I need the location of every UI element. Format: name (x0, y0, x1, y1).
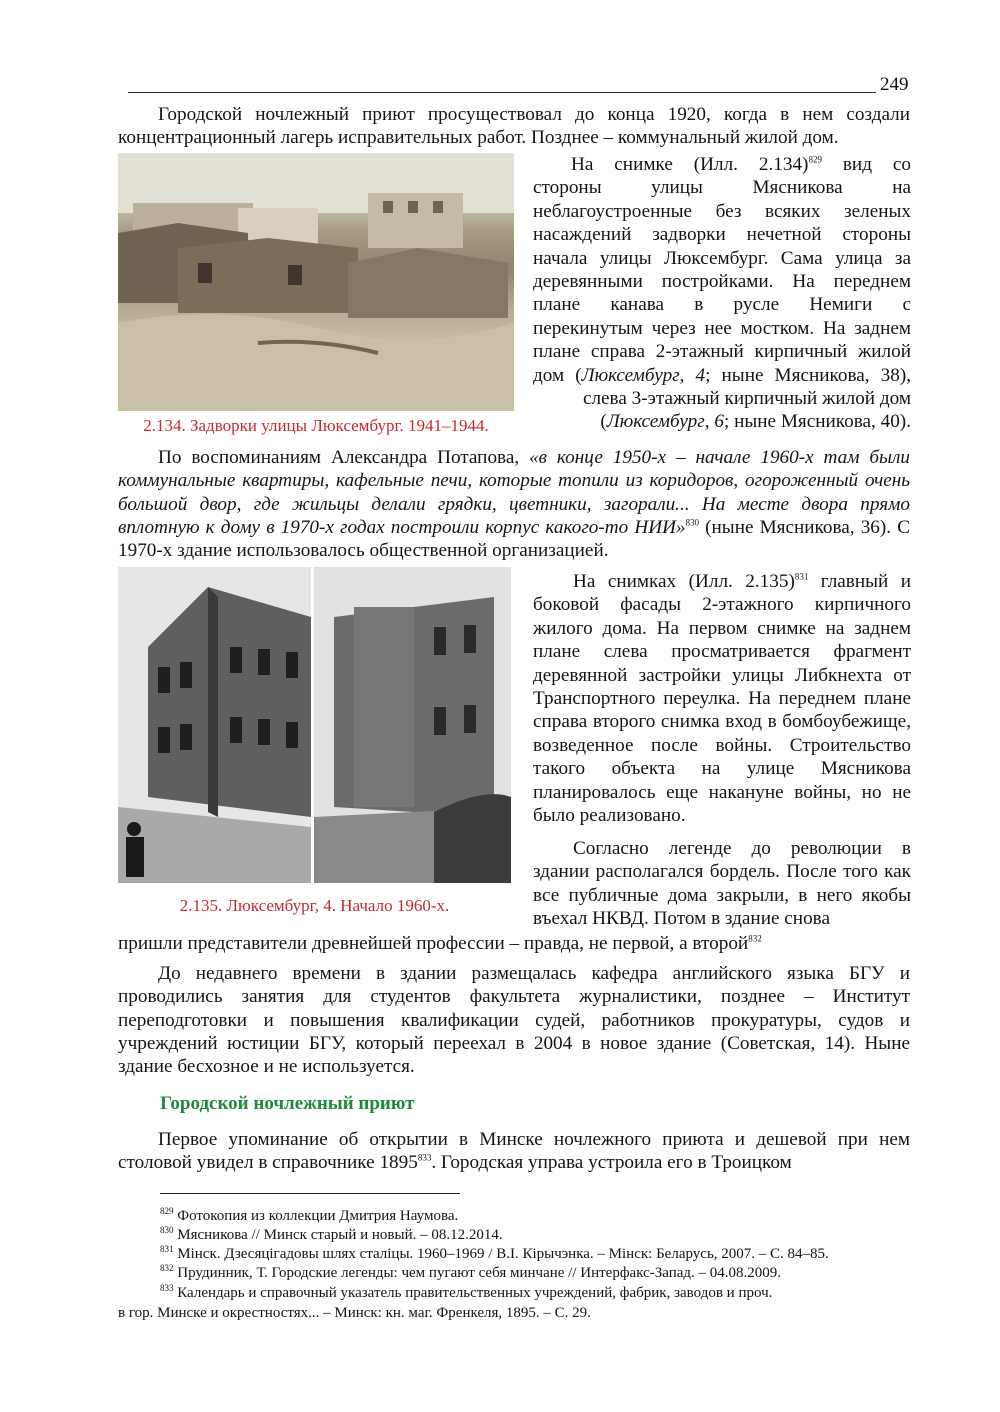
text-line: неблагоустроенные без всяких зеленых (533, 200, 911, 222)
footnote-ref[interactable]: 830 (685, 517, 700, 528)
footnote: $^{831}$ Мінск. Дзесяцігадовы шлях сталіцы. 1960–1969 / В.І. Кірычэнка. – Мінск: Беларусь, 2007. – С. 84–85. (160, 1244, 829, 1262)
footnote: $^{829}$ Фотокопия из коллекции Дмитрия Наумова. (160, 1206, 459, 1224)
text-line: стороны улицы Мясникова на (533, 177, 911, 199)
footnote-ref[interactable]: 832 (748, 933, 762, 944)
paragraph-shelter: Первое упоминание об открытии в Минске ночлежного приюта и дешевой при нем столовой увидел в справочнике 1895$^{833}$. Городская управа устроила его в Троицком (118, 1129, 910, 1174)
text-line: плане канава в русле Немиги с (533, 294, 911, 316)
footnote: $^{833}$ Календарь и справочный указатель правительственных учреждений, фабрик, заводов и проч. (160, 1283, 773, 1301)
footnote: $^{830}$ Мясникова // Минск старый и новый. – 08.12.2014. (160, 1225, 503, 1243)
caption-photo-2-134: 2.134. Задворки улицы Люксембург. 1941–1944. (143, 416, 489, 435)
caption-photo-2-135: 2.135. Люксембург, 4. Начало 1960-х. (179, 896, 450, 915)
footnote-rule (160, 1193, 460, 1194)
paragraph-photo-2-135: На снимках (Илл. 2.135)$^{831}$ главный и боковой фасады 2-этажного кирпичного жилого дома. На первом снимке на заднем плане слева просматривается фрагмент деревянной застройки улицы Либкнехта от Транспортного переулка. На переднем плане справа второго снимка вход в бомбоубежище, возведенное после войны. Строительство такого объекта на улице Мясникова планировалось еще накануне войны, но не было реализовано. (533, 571, 911, 827)
text-line: начала улицы Люксембург. Сама улица за (533, 247, 911, 269)
page-number: 249 (880, 74, 909, 95)
text-line: плане справа 2-этажный кирпичный жилой (533, 341, 911, 363)
side-facade-photo (314, 567, 511, 883)
header-rule (128, 92, 876, 93)
paragraph-photo-2-134 (533, 153, 911, 434)
text-line: дом (Люксембург, 4; ныне Мясникова, 38), (533, 364, 912, 386)
section-heading: Городской ночлежный приют (160, 1093, 415, 1114)
paragraph-legend-end: пришли представители древнейшей профессии – правда, не первой, а второй$^{832}$ (118, 933, 762, 954)
footnote-continuation: в гор. Минске и окрестностях... – Минск: кн. маг. Френкеля, 1895. – С. 29. (118, 1305, 591, 1321)
paragraph-legend: Согласно легенде до революции в здании располагался бордель. После того как все публичные дома закрыли, в него якобы въехал НКВД. Потом в здание снова (533, 838, 911, 930)
paragraph-later-use: До недавнего времени в здании размещалась кафедра английского языка БГУ и проводились занятия для студентов факультета журналистики, позднее – Институт переподготовки и повышения квалификации судей, работников прокуратуры, судов и учреждений юстиции БГУ, который переехал в 2004 в новое здание (Советская, 14). Ныне здание бесхозное и не используется. (118, 963, 910, 1078)
text-line: перекинутым через нее мостком. На заднем (533, 317, 911, 339)
text-line: (Люксембург, 6; ныне Мясникова, 40). (600, 411, 911, 433)
text-line: слева 3-этажный кирпичный жилой дом (582, 388, 911, 410)
paragraph-memories: По воспоминаниям Александра Потапова, «в конце 1950-х – начале 1960-х там были коммунальные квартиры, кафельные печи, которые топили из коридоров, огороженный очень большой двор, где жильцы делали грядки, цветники, загорали... На месте двора прямо вплотную к дому в 1970-х годах построили корпус какого-то НИИ»$^{830}$ (ныне Мясникова, 36). С 1970-х здание использовалось общественной организацией. (118, 447, 911, 562)
text-line: деревянными постройками. На переднем (533, 271, 911, 293)
backyards-photo (118, 153, 514, 411)
text-line: На снимке (Илл. 2.134)$^{829}$ вид со (571, 154, 911, 175)
text-line: насаждений задворки нечетной стороны (533, 224, 911, 246)
main-facade-photo (118, 567, 311, 883)
paragraph-intro: Городской ночлежный приют просуществовал до конца 1920, когда в нем создали концентрационный лагерь исправительных работ. Позднее – коммунальный жилой дом. (118, 104, 910, 149)
footnote-ref[interactable]: 831 (794, 571, 809, 582)
footnote-ref[interactable]: 833 (417, 1152, 432, 1163)
footnote: $^{832}$ Прудинник, Т. Городские легенды: чем пугают себя минчане // Интерфакс-Запад. – 04.08.2009. (160, 1263, 782, 1281)
footnote-ref[interactable]: 829 (808, 154, 822, 165)
